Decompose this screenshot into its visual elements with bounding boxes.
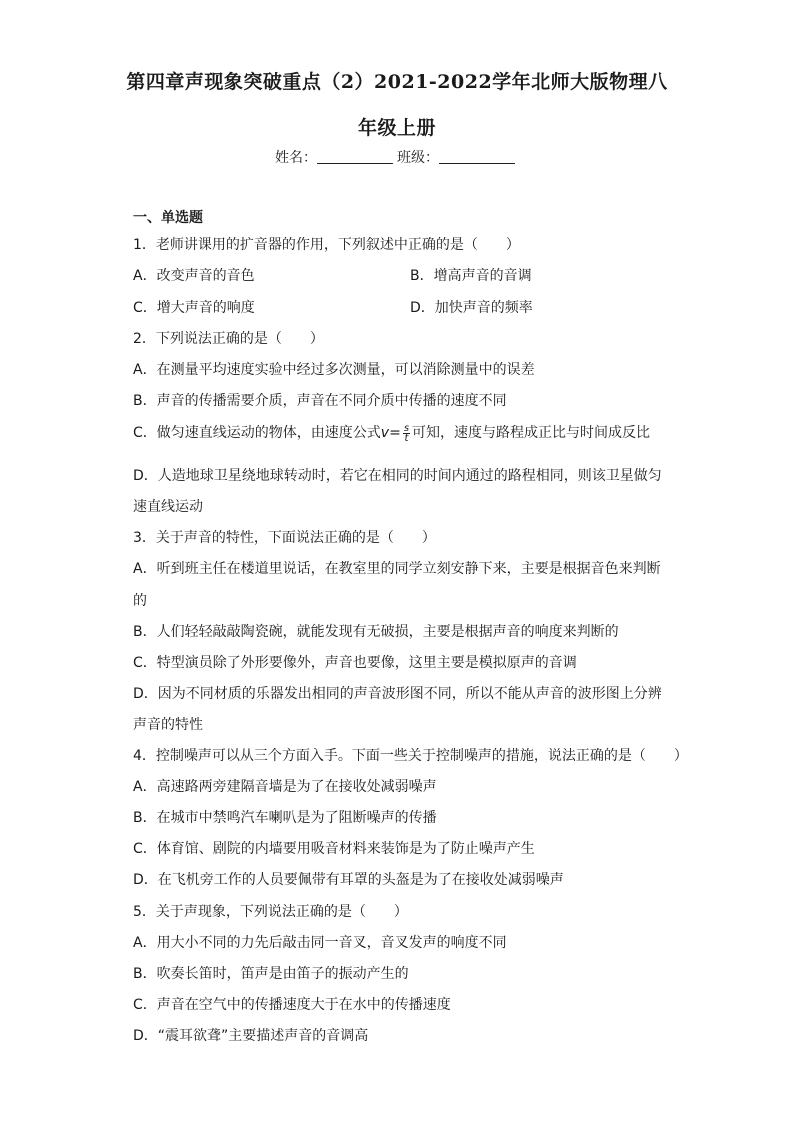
class-blank[interactable] xyxy=(439,150,515,164)
question-1-option-c: C．增大声音的响度 xyxy=(133,300,255,316)
question-3-stem: 3．关于声音的特性，下面说法正确的是（ ） xyxy=(133,530,436,546)
formula-equals: = xyxy=(389,425,401,441)
question-5-option-b: B．吹奏长笛时，笛声是由笛子的振动产生的 xyxy=(133,966,409,982)
question-5-stem: 5．关于声现象，下列说法正确的是（ ） xyxy=(133,904,408,920)
speed-formula-fraction xyxy=(403,424,410,443)
question-2-option-a: A．在测量平均速度实验中经过多次测量，可以消除测量中的误差 xyxy=(133,362,535,378)
question-1-option-a: A．改变声音的音色 xyxy=(133,268,255,284)
question-3-option-d-continued: 声音的特性 xyxy=(133,717,203,733)
student-info-line xyxy=(0,147,794,167)
question-3-option-a-continued: 的 xyxy=(133,593,147,609)
question-4-option-b: B．在城市中禁鸣汽车喇叭是为了阻断噪声的传播 xyxy=(133,810,437,826)
class-label: 班级： xyxy=(397,150,439,166)
question-2-option-b: B．声音的传播需要介质，声音在不同介质中传播的速度不同 xyxy=(133,393,507,409)
question-3-option-d: D．因为不同材质的乐器发出相同的声音波形图不同，所以不能从声音的波形图上分辨 xyxy=(133,686,662,702)
question-5-option-a: A．用大小不同的力先后敲击同一音叉，音叉发声的响度不同 xyxy=(133,935,507,951)
question-3-option-a: A．听到班主任在楼道里说话，在教室里的同学立刻安静下来，主要是根据音色来判断 xyxy=(133,561,661,577)
option-c-text-end: 可知，速度与路程成正比与时间成反比 xyxy=(412,425,651,441)
question-4-option-a: A．高速路两旁建隔音墙是为了在接收处减弱噪声 xyxy=(133,779,437,795)
question-3-option-b: B．人们轻轻敲敲陶瓷碗，就能发现有无破损，主要是根据声音的响度来判断的 xyxy=(133,624,619,640)
question-5-option-d: D．“震耳欲聋”主要描述声音的音调高 xyxy=(133,1028,369,1044)
question-2-option-c xyxy=(133,422,650,443)
question-1-stem: 1．老师讲课用的扩音器的作用，下列叙述中正确的是（ ） xyxy=(133,237,520,253)
question-1-option-d: D．加快声音的频率 xyxy=(410,300,533,316)
question-4-stem: 4．控制噪声可以从三个方面入手。下面一些关于控制噪声的措施，说法正确的是（ ） xyxy=(133,748,688,764)
formula-numerator: s xyxy=(403,422,410,434)
question-4-option-d: D．在飞机旁工作的人员要佩带有耳罩的头盔是为了在接收处减弱噪声 xyxy=(133,872,564,888)
question-2-option-d: D．人造地球卫星绕地球转动时，若它在相同的时间内通过的路程相同，则该卫星做匀 xyxy=(133,468,662,484)
option-c-text-start: C．做匀速直线运动的物体，由速度公式 xyxy=(133,425,381,441)
question-3-option-c: C．特型演员除了外形要像外，声音也要像，这里主要是模拟原声的音调 xyxy=(133,655,577,671)
name-blank[interactable] xyxy=(317,150,393,164)
question-5-option-c: C．声音在空气中的传播速度大于在水中的传播速度 xyxy=(133,997,451,1013)
question-1-option-b: B．增高声音的音调 xyxy=(410,268,532,284)
page-title-continued: 年级上册 xyxy=(357,117,436,139)
question-4-option-c: C．体育馆、剧院的内墙要用吸音材料来装饰是为了防止噪声产生 xyxy=(133,841,535,857)
name-label: 姓名： xyxy=(275,150,317,166)
question-2-stem: 2．下列说法正确的是（ ） xyxy=(133,331,324,347)
question-2-option-d-continued: 速直线运动 xyxy=(133,499,203,515)
section-title: 一、单选题 xyxy=(133,210,203,226)
formula-denominator: t xyxy=(404,432,409,444)
page-title: 第四章声现象突破重点（2）2021-2022学年北师大版物理八 xyxy=(126,71,668,93)
formula-v: v xyxy=(380,425,390,441)
